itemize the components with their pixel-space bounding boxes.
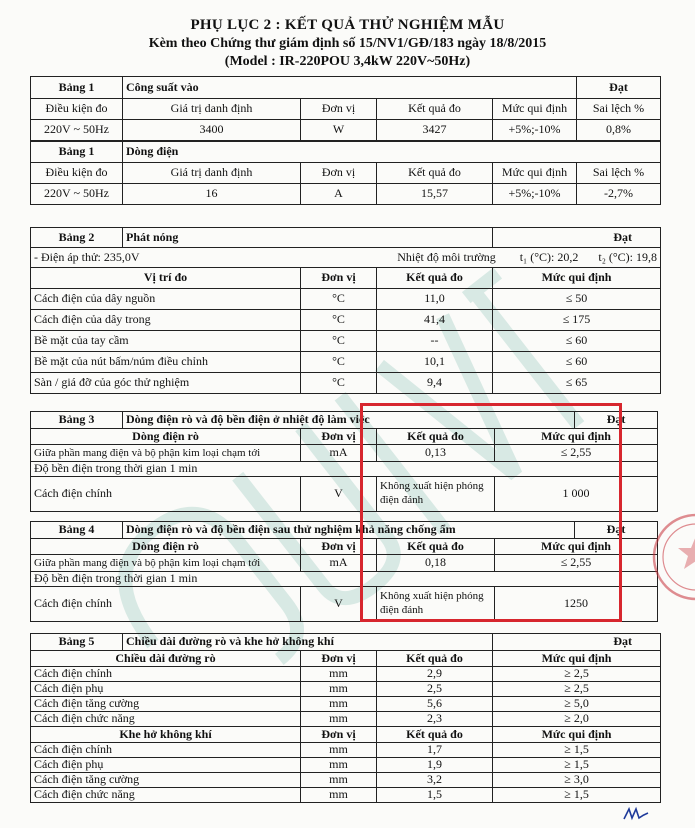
table-1-power bbox=[30, 76, 661, 141]
table-title: Công suất vào bbox=[123, 77, 577, 99]
col-header: Đơn vị bbox=[301, 99, 377, 120]
table-label: Bảng 1 bbox=[31, 77, 123, 99]
table-cell: mm bbox=[301, 758, 377, 773]
table-cell: ≤ 60 bbox=[493, 331, 661, 352]
table-cell: ≤ 2,55 bbox=[495, 445, 658, 462]
document-subtitle: Kèm theo Chứng thư giám định số 15/NV1/GĐ/183 ngày 18/8/2015 bbox=[148, 36, 547, 51]
document-title: PHỤ LỤC 2 : KẾT QUẢ THỬ NGHIỆM MẪU bbox=[190, 17, 505, 33]
col-header: Kết quả đo bbox=[377, 163, 493, 184]
table-cell: 1 000 bbox=[495, 477, 658, 512]
table-cell: 5,6 bbox=[377, 697, 493, 712]
table-cell: ≤ 2,55 bbox=[495, 555, 658, 572]
col-header: Mức qui định bbox=[493, 163, 577, 184]
col-header: Giá trị danh định bbox=[123, 99, 301, 120]
table-cell: °C bbox=[301, 352, 377, 373]
table-cell: 3427 bbox=[377, 120, 493, 141]
table-cell: 220V ~ 50Hz bbox=[31, 184, 123, 205]
table-cell: Không xuất hiện phóng điện đánh bbox=[377, 587, 495, 622]
table-cell: Cách điện của dây nguồn bbox=[31, 289, 301, 310]
table-title: Dòng điện rò và độ bền điện ở nhiệt độ làm việc bbox=[123, 412, 575, 429]
table-cell: °C bbox=[301, 289, 377, 310]
col-header: Mức qui định bbox=[495, 539, 658, 555]
table-label: Bảng 5 bbox=[31, 634, 123, 651]
col-header: Điều kiện đo bbox=[31, 99, 123, 120]
table-cell: Giữa phần mang điện và bộ phận kim loại chạm tới bbox=[31, 445, 301, 462]
table-cell: 1,7 bbox=[377, 743, 493, 758]
table-title: Phát nóng bbox=[123, 228, 493, 248]
table-cell: 220V ~ 50Hz bbox=[31, 120, 123, 141]
col-header: Mức qui định bbox=[493, 727, 661, 743]
table-cell: mm bbox=[301, 697, 377, 712]
col-header: Khe hở không khí bbox=[31, 727, 301, 743]
table-cell: °C bbox=[301, 310, 377, 331]
table-cell: 1,9 bbox=[377, 758, 493, 773]
table-cell: 1,5 bbox=[377, 788, 493, 803]
table-cell: ≤ 65 bbox=[493, 373, 661, 394]
ambient-temperature bbox=[377, 248, 661, 268]
col-header: Dòng điện rò bbox=[31, 429, 301, 445]
table-cell: ≥ 5,0 bbox=[493, 697, 661, 712]
signature-mark bbox=[622, 805, 650, 823]
table-cell: Bề mặt của nút bấm/núm điều chỉnh bbox=[31, 352, 301, 373]
table-cell: ≥ 2,5 bbox=[493, 667, 661, 682]
status-badge: Đạt bbox=[575, 412, 658, 429]
table-cell: ≥ 1,5 bbox=[493, 788, 661, 803]
table-cell: 9,4 bbox=[377, 373, 493, 394]
table-cell: Cách điện tăng cường bbox=[31, 773, 301, 788]
table-cell: ≤ 60 bbox=[493, 352, 661, 373]
table-cell: -- bbox=[377, 331, 493, 352]
table-cell: 0,8% bbox=[577, 120, 661, 141]
table-cell: °C bbox=[301, 373, 377, 394]
table-cell: Cách điện chức năng bbox=[31, 788, 301, 803]
table-cell: Cách điện chính bbox=[31, 587, 301, 622]
table-label: Bảng 1 bbox=[31, 142, 123, 163]
col-header: Đơn vị bbox=[301, 163, 377, 184]
table-cell: 3400 bbox=[123, 120, 301, 141]
table-cell: 2,5 bbox=[377, 682, 493, 697]
stamp-seal bbox=[651, 512, 695, 602]
table-title: Chiều dài đường rò và khe hở không khí bbox=[123, 634, 493, 651]
table-cell: Bề mặt của tay cầm bbox=[31, 331, 301, 352]
table-label: Bảng 3 bbox=[31, 412, 123, 429]
table-cell: Độ bền điện trong thời gian 1 min bbox=[31, 572, 658, 587]
table-cell: ≥ 3,0 bbox=[493, 773, 661, 788]
table-cell: mm bbox=[301, 667, 377, 682]
table-cell: mA bbox=[301, 445, 377, 462]
table-cell: Cách điện phụ bbox=[31, 682, 301, 697]
col-header: Chiều dài đường rò bbox=[31, 651, 301, 667]
col-header: Đơn vị bbox=[301, 268, 377, 289]
table-cell: Cách điện của dây trong bbox=[31, 310, 301, 331]
col-header: Kết quả đo bbox=[377, 727, 493, 743]
table-cell: mm bbox=[301, 773, 377, 788]
table-cell: 41,4 bbox=[377, 310, 493, 331]
table-cell: +5%;-10% bbox=[493, 120, 577, 141]
col-header: Đơn vị bbox=[301, 429, 377, 445]
col-header: Dòng điện rò bbox=[31, 539, 301, 555]
table-cell: Không xuất hiện phóng điện đánh bbox=[377, 477, 495, 512]
test-voltage: - Điện áp thử: 235,0V bbox=[31, 248, 377, 268]
col-header: Đơn vị bbox=[301, 539, 377, 555]
table-cell: mm bbox=[301, 712, 377, 727]
table-2-heating bbox=[30, 227, 661, 394]
col-header: Mức qui định bbox=[495, 429, 658, 445]
table-cell: ≥ 1,5 bbox=[493, 743, 661, 758]
col-header: Kết quả đo bbox=[377, 539, 495, 555]
model-line: (Model : IR-220POU 3,4kW 220V~50Hz) bbox=[224, 54, 471, 69]
table-1-current bbox=[30, 141, 661, 205]
table-cell: 3,2 bbox=[377, 773, 493, 788]
table-cell: 1250 bbox=[495, 587, 658, 622]
col-header: Kết quả đo bbox=[377, 99, 493, 120]
col-header: Điều kiện đo bbox=[31, 163, 123, 184]
table-label: Bảng 2 bbox=[31, 228, 123, 248]
table-cell: W bbox=[301, 120, 377, 141]
table-cell: mm bbox=[301, 743, 377, 758]
table-cell: Cách điện chức năng bbox=[31, 712, 301, 727]
ambient-t1: t₁ (°C): 20,2 bbox=[519, 249, 579, 264]
col-header: Kết quả đo bbox=[377, 651, 493, 667]
table-cell: ≤ 50 bbox=[493, 289, 661, 310]
table-cell: °C bbox=[301, 331, 377, 352]
table-cell: mm bbox=[301, 788, 377, 803]
table-cell: 0,13 bbox=[377, 445, 495, 462]
table-cell: Cách điện phụ bbox=[31, 758, 301, 773]
col-header: Sai lệch % bbox=[577, 99, 661, 120]
col-header: Sai lệch % bbox=[577, 163, 661, 184]
table-5-creepage-clearance bbox=[30, 633, 661, 803]
table-cell: Sàn / giá đỡ của góc thử nghiệm bbox=[31, 373, 301, 394]
table-cell: Cách điện chính bbox=[31, 743, 301, 758]
col-header: Giá trị danh định bbox=[123, 163, 301, 184]
table-cell: Giữa phần mang điện và bộ phận kim loại chạm tới bbox=[31, 555, 301, 572]
table-cell: ≥ 1,5 bbox=[493, 758, 661, 773]
table-cell: ≥ 2,0 bbox=[493, 712, 661, 727]
table-label: Bảng 4 bbox=[31, 522, 123, 539]
table-4-leakage-humidity bbox=[30, 521, 658, 622]
table-cell: Cách điện chính bbox=[31, 667, 301, 682]
table-cell: +5%;-10% bbox=[493, 184, 577, 205]
table-cell: ≤ 175 bbox=[493, 310, 661, 331]
status-badge: Đạt bbox=[493, 634, 661, 651]
col-header: Mức qui định bbox=[493, 651, 661, 667]
col-header: Đơn vị bbox=[301, 727, 377, 743]
table-3-leakage-working bbox=[30, 411, 658, 512]
ambient-label: Nhiệt độ môi trường bbox=[397, 249, 496, 264]
table-cell: ≥ 2,5 bbox=[493, 682, 661, 697]
col-header: Vị trí đo bbox=[31, 268, 301, 289]
table-cell: Cách điện chính bbox=[31, 477, 301, 512]
table-cell: 10,1 bbox=[377, 352, 493, 373]
status-badge: Đạt bbox=[493, 228, 661, 248]
table-cell: 11,0 bbox=[377, 289, 493, 310]
table-cell: Cách điện tăng cường bbox=[31, 697, 301, 712]
col-header: Kết quả đo bbox=[377, 268, 493, 289]
table-cell: mm bbox=[301, 682, 377, 697]
status-badge: Đạt bbox=[577, 77, 661, 99]
table-cell: Độ bền điện trong thời gian 1 min bbox=[31, 462, 658, 477]
table-cell: 0,18 bbox=[377, 555, 495, 572]
table-cell: 15,57 bbox=[377, 184, 493, 205]
table-cell: 2,9 bbox=[377, 667, 493, 682]
table-cell: mA bbox=[301, 555, 377, 572]
table-title: Dòng điện rò và độ bền điện sau thử nghiệm khả năng chống ẩm bbox=[123, 522, 575, 539]
table-title: Dòng điện bbox=[123, 142, 661, 163]
col-header: Đơn vị bbox=[301, 651, 377, 667]
status-badge: Đạt bbox=[575, 522, 658, 539]
table-cell: 16 bbox=[123, 184, 301, 205]
ambient-t2: t₂ (°C): 19,8 bbox=[598, 249, 658, 264]
table-cell: V bbox=[301, 477, 377, 512]
table-cell: -2,7% bbox=[577, 184, 661, 205]
table-cell: V bbox=[301, 587, 377, 622]
table-cell: 2,3 bbox=[377, 712, 493, 727]
col-header: Kết quả đo bbox=[377, 429, 495, 445]
col-header: Mức qui định bbox=[493, 99, 577, 120]
table-cell: A bbox=[301, 184, 377, 205]
col-header: Mức qui định bbox=[493, 268, 661, 289]
